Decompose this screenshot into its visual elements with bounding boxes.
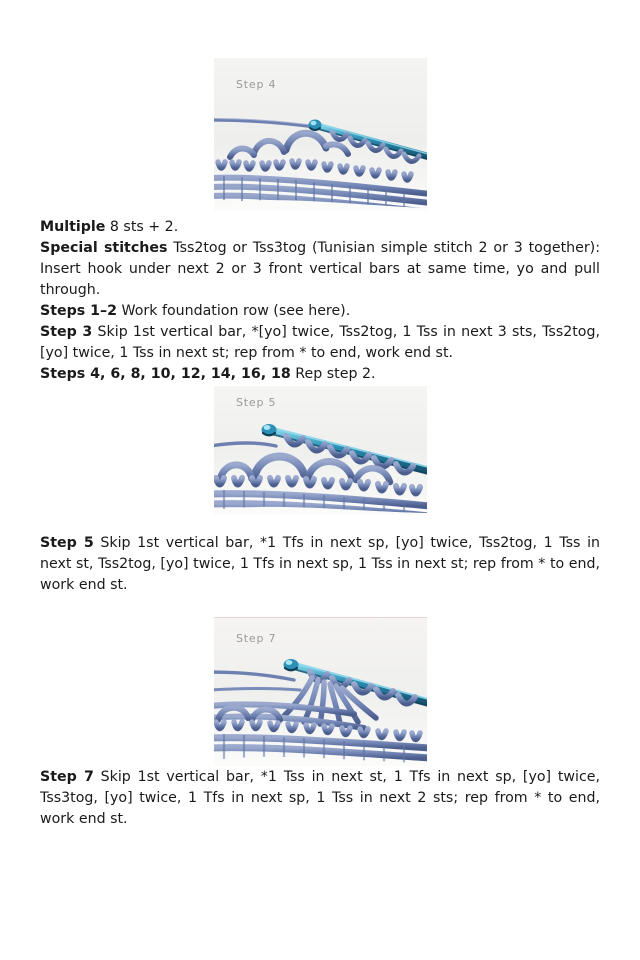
text-step-7: Skip 1st vertical bar, *1 Tss in next st, 1 Tfs in next sp, [yo] twice, Tss3tog, [yo] twice, 1 Tfs in next sp, 1 Tss in next 2 sts; rep from * to end, work end st. xyxy=(40,769,600,827)
instructions-block-main xyxy=(40,217,600,385)
instructions-block-step-7 xyxy=(40,767,600,830)
crochet-photo-step-7-image xyxy=(214,618,427,766)
label-step-5: Step 5 xyxy=(40,535,94,551)
label-steps-1-2: Steps 1–2 xyxy=(40,303,117,319)
line-step-3 xyxy=(40,322,600,364)
line-steps-even xyxy=(40,364,600,385)
figure-caption-step-5: Step 5 xyxy=(236,396,277,409)
figure-step-5 xyxy=(214,386,427,515)
line-steps-1-2 xyxy=(40,301,600,322)
text-steps-1-2: Work foundation row (see here). xyxy=(117,303,351,319)
label-step-7: Step 7 xyxy=(40,769,94,785)
text-step-3: Skip 1st vertical bar, *[yo] twice, Tss2tog, 1 Tss in next 3 sts, Tss2tog, [yo] twice, 1 Tss in next st; rep from * to end, work end st. xyxy=(40,324,600,361)
text-steps-even: Rep step 2. xyxy=(290,366,376,382)
label-special-stitches: Special stitches xyxy=(40,240,168,256)
line-step-5 xyxy=(40,533,600,596)
crochet-photo-step-4-image xyxy=(214,58,427,211)
label-step-3: Step 3 xyxy=(40,324,93,340)
text-multiple: 8 sts + 2. xyxy=(105,219,179,235)
line-step-7 xyxy=(40,767,600,830)
figure-step-4 xyxy=(214,58,427,211)
label-steps-even: Steps 4, 6, 8, 10, 12, 14, 16, 18 xyxy=(40,366,291,382)
label-multiple: Multiple xyxy=(40,219,106,235)
crochet-photo-step-5-image xyxy=(214,386,427,515)
figure-step-7 xyxy=(214,617,427,766)
line-multiple xyxy=(40,217,600,238)
line-special-stitches xyxy=(40,238,600,301)
figure-caption-step-4: Step 4 xyxy=(236,78,277,91)
text-step-5: Skip 1st vertical bar, *1 Tfs in next sp, [yo] twice, Tss2tog, 1 Tss in next st, Tss2tog, [yo] twice, 1 Tfs in next sp, 1 Tss in next st; rep from * to end, work end st. xyxy=(40,535,600,593)
figure-caption-step-7: Step 7 xyxy=(236,632,277,645)
text-special-stitches: Tss2tog or Tss3tog (Tunisian simple stitch 2 or 3 together): Insert hook under next 2 or 3 front vertical bars at same time, yo and pull through. xyxy=(40,240,600,298)
instructions-block-step-5 xyxy=(40,533,600,596)
